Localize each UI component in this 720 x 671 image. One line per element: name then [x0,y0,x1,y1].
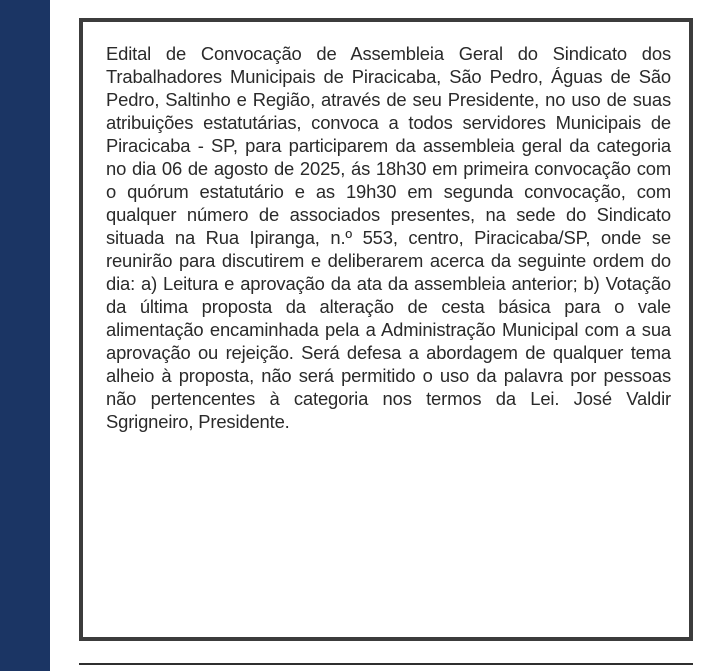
convocation-notice-text: Edital de Convocação de Assembleia Geral do Sindicato dos Trabalhadores Municipais de Piracicaba, São Pedro, Águas de São Pedro, Saltinho e Região, através de seu Presidente, no uso de suas atribuições estatutárias, convoca a todos servidores Municipais de Piracicaba - SP, para participarem da assembleia geral da categoria no dia 06 de agosto de 2025, ás 18h30 em primeira convocação com o quórum estatutário e as 19h30 em segunda convocação, com qualquer número de associados presentes, na sede do Sindicato situada na Rua Ipiranga, n.º 553, centro, Piracicaba/SP, onde se reunirão para discutirem e deliberarem acerca da seguinte ordem do dia: a) Leitura e aprovação da ata da assembleia anterior; b) Votação da última proposta da alteração de cesta básica para o vale alimentação encaminhada pela a Administração Municipal com a sua aprovação ou rejeição. Será defesa a abordagem de qualquer tema alheio à proposta, não será permitido o uso da palavra por pessoas não pertencentes à categoria nos termos da Lei. José Valdir Sgrigneiro, Presidente. [106,43,671,432]
convocation-notice-box [79,18,693,641]
left-blue-bar [0,0,50,671]
bottom-divider [79,663,693,665]
